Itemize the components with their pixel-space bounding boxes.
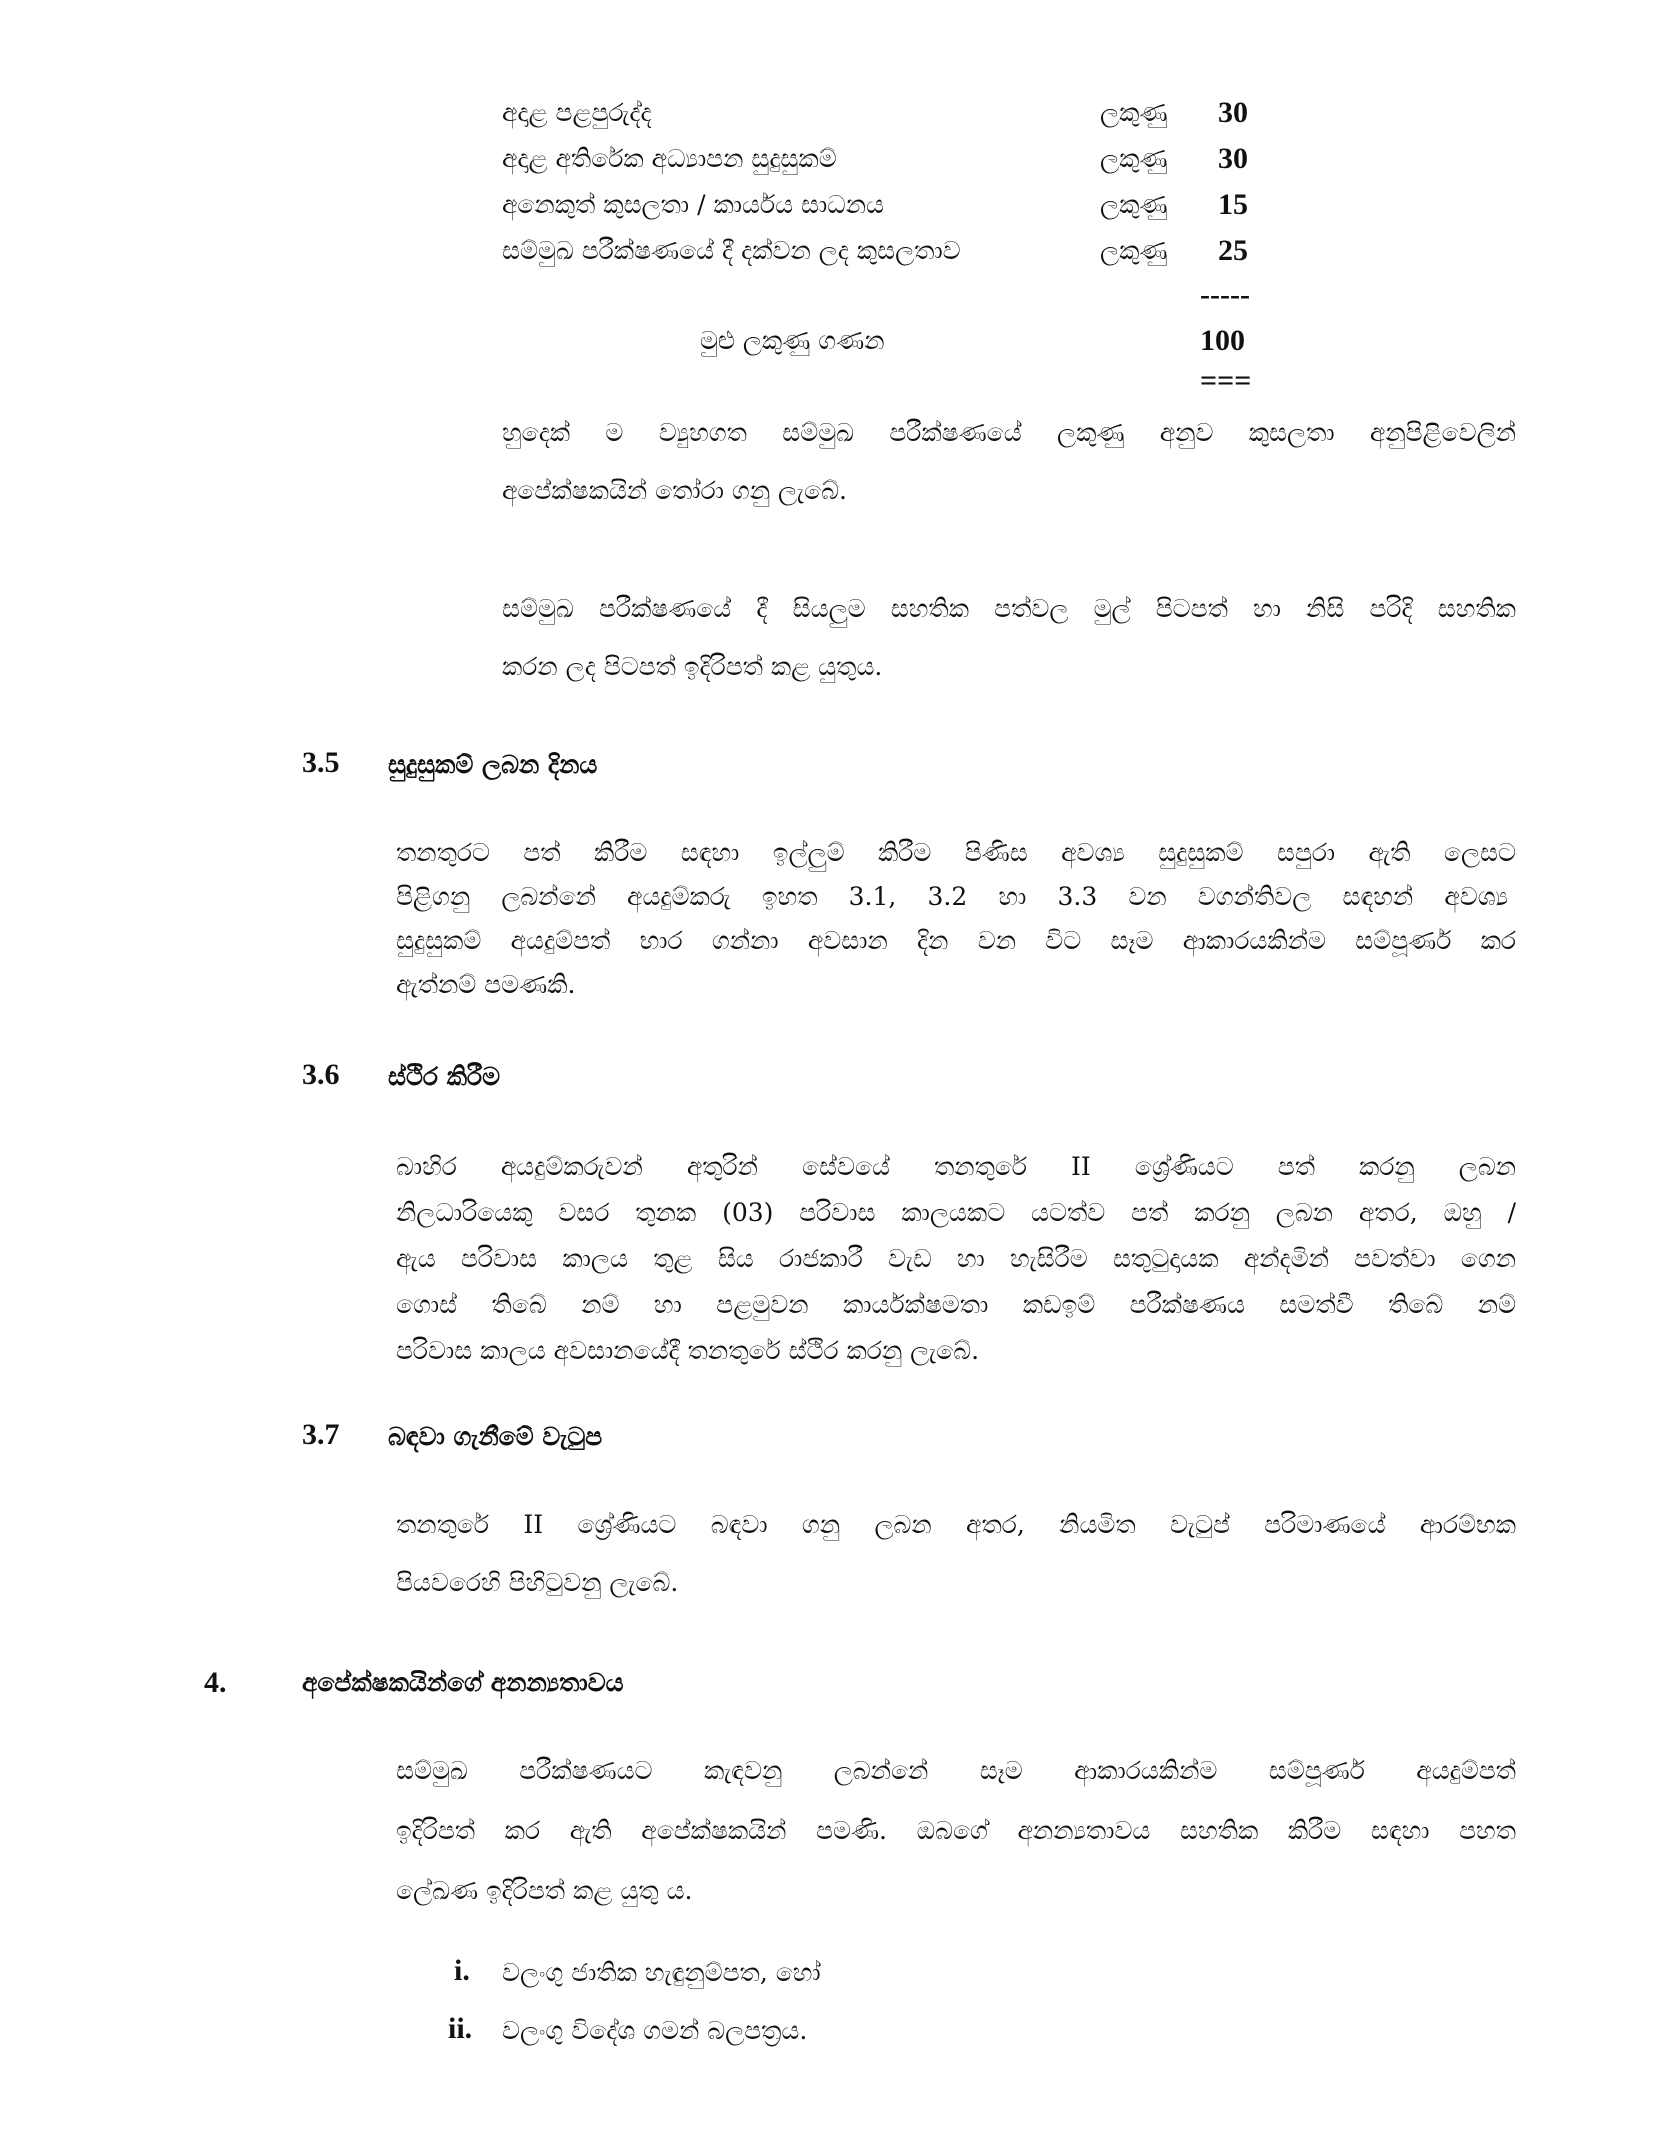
list-item-text: වලංගු ජාතික හැඳුනුම්පත, හෝ [502,1958,821,1987]
paragraph-line: පියවරෙහි පිහිටුවනු ලැබේ. [396,1568,679,1597]
paragraph-line: බාහිර අයදුම්කරුවන් අතුරින් සේවයේ තනතුරේ II ශ්‍රේණියට පත් කරනු ලබන [396,1152,1516,1181]
paragraph-line: ඇත්නම් පමණකි. [396,970,576,999]
marks-row-label: සම්මුඛ පරීක්ෂණයේ දී දක්වන ලද කුසලතාව [502,236,961,265]
marks-row-label: අනෙකුත් කුසලතා / කාර්යය සාධනය [502,190,884,219]
marks-row-unit: ලකුණු [1100,190,1168,219]
paragraph-line: නිලධාරියෙකු වසර තුනක (03) පරිවාස කාලයකට යටත්ව පත් කරනු ලබන අතර, ඔහු / [396,1198,1516,1227]
paragraph-line: ඇය පරිවාස කාලය තුළ සිය රාජකාරී වැඩ හා හැසිරීම සතුටුදායක අන්දමින් පවත්වා ගෙන [396,1244,1516,1273]
marks-total-underline: === [1200,364,1252,397]
marks-total-value: 100 [1200,324,1245,357]
marks-separator: ----- [1200,278,1250,311]
section-number: 4. [204,1666,227,1699]
section-number: 3.5 [302,746,340,779]
paragraph-line: කරන ලද පිටපත් ඉදිරිපත් කළ යුතුය. [502,652,883,681]
paragraph-line: සුදුසුකම් අයදුම්පත් භාර ගන්නා අවසාන දින වන විට සෑම ආකාරයකින්ම සම්පූර්ණ කර [396,926,1516,955]
section-title: ස්ථිර කිරීම [388,1062,501,1091]
marks-row-value: 30 [1218,96,1248,129]
paragraph-line: තනතුරට පත් කිරීම සඳහා ඉල්ලුම් කිරීම පිණිස අවශ්‍ය සුදුසුකම් සපුරා ඇති ලෙසට [396,838,1516,867]
paragraph-line: පිළිගනු ලබන්නේ අයදුම්කරු ඉහත 3.1, 3.2 හා 3.3 වන වගන්තිවල සඳහන් අවශ්‍ය [396,882,1508,911]
paragraph-line: පරිවාස කාලය අවසානයේදී තනතුරේ ස්ථිර කරනු ලැබේ. [396,1336,980,1365]
marks-row-label: අදාළ අතිරේක අධ්‍යාපන සුදුසුකම් [502,144,837,173]
section-number: 3.7 [302,1418,340,1451]
marks-row-value: 30 [1218,142,1248,175]
marks-row-unit: ලකුණු [1100,98,1168,127]
list-item-text: වලංගු විදේශ ගමන් බලපත්‍රය. [502,2016,808,2045]
marks-row-value: 15 [1218,188,1248,221]
list-marker: ii. [448,2012,473,2045]
paragraph-line: සම්මුඛ පරීක්ෂණයට කැඳවනු ලබන්නේ සෑම ආකාරයකින්ම සම්පූර්ණ අයදුම්පත් [396,1756,1516,1785]
paragraph-line: ඉදිරිපත් කර ඇති අපේක්ෂකයින් පමණි. ඔබගේ අනන්‍යතාවය සහතික කිරීම සඳහා පහත [396,1816,1516,1845]
marks-total-label: මුළු ලකුණු ගණන [700,326,885,355]
paragraph-line: හුදෙක් ම ව්‍යුහගත සම්මුඛ පරීක්ෂණයේ ලකුණු අනුව කුසලතා අනුපිළිවෙලින් [502,418,1516,447]
paragraph-line: ගොස් තිබේ නම් හා පළමුවන කාර්යක්ෂමතා කඩඉම් පරීක්ෂණය සමත්වී තිබේ නම් [396,1290,1516,1319]
section-title: සුදුසුකම් ලබන දිනය [388,750,598,779]
marks-row-unit: ලකුණු [1100,144,1168,173]
section-title: බඳවා ගැනීමේ වැටුප [388,1422,603,1451]
marks-row-label: අදාළ පළපුරුද්ද [502,98,652,127]
section-title: අපේක්ෂකයින්ගේ අනන්‍යතාවය [302,1668,624,1697]
paragraph-line: සම්මුඛ පරීක්ෂණයේ දී සියලුම සහතික පත්වල මුල් පිටපත් හා නිසි පරිදි සහතික [502,594,1516,623]
marks-row-value: 25 [1218,234,1248,267]
paragraph-line: ලේඛණ ඉදිරිපත් කළ යුතු ය. [396,1876,693,1905]
paragraph-line: තනතුරේ II ශ්‍රේණියට බඳවා ගනු ලබන අතර, නියමිත වැටුප් පරිමාණයේ ආරම්භක [396,1510,1516,1539]
paragraph-line: අපේක්ෂකයින් තෝරා ගනු ලැබේ. [502,476,847,505]
list-marker: i. [454,1954,470,1987]
marks-row-unit: ලකුණු [1100,236,1168,265]
section-number: 3.6 [302,1058,340,1091]
